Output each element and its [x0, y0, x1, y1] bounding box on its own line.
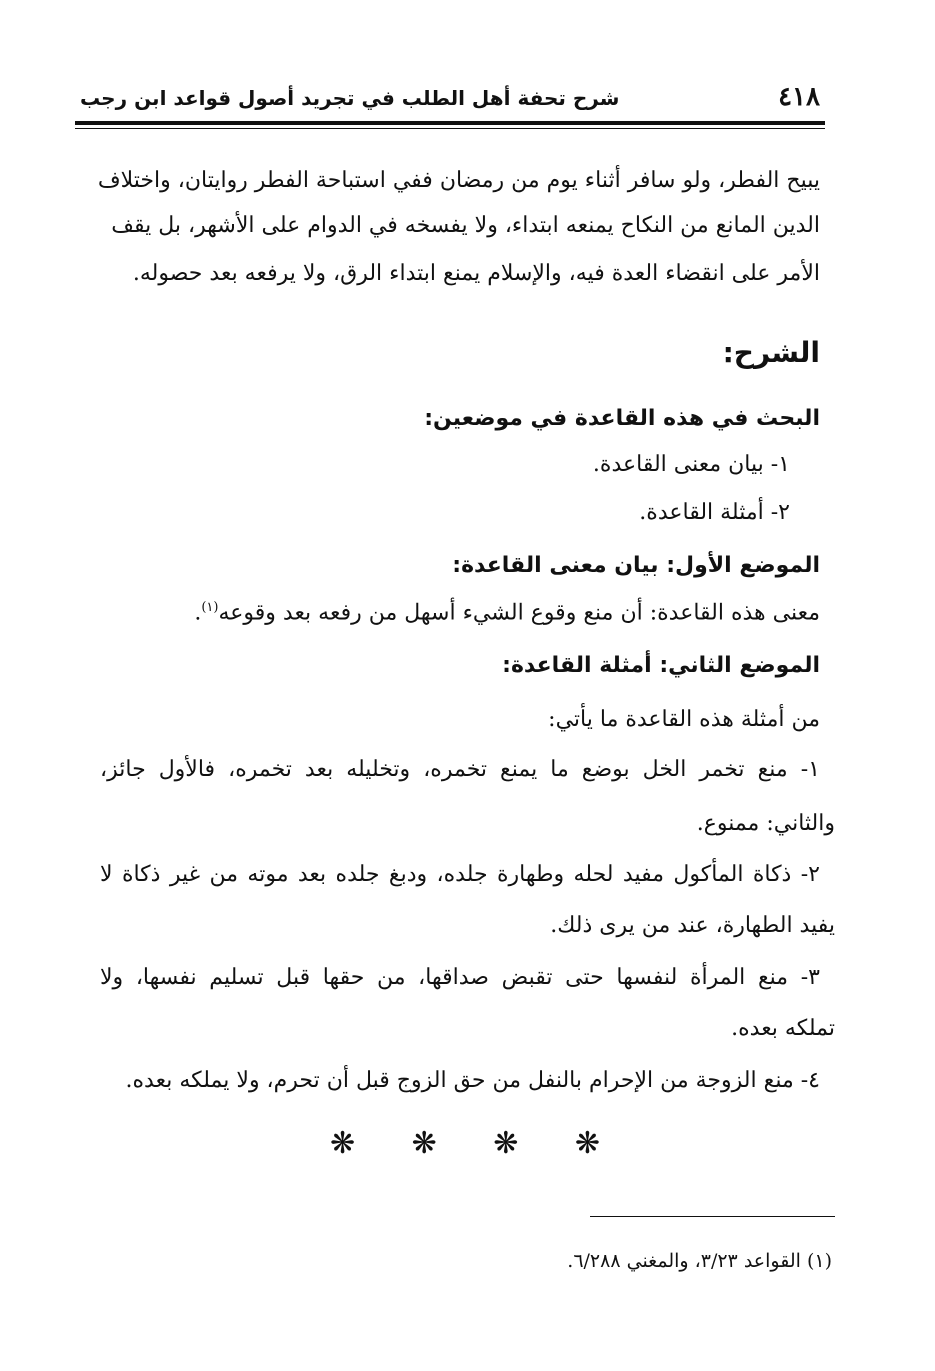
asterism-icon: ❋: [493, 1126, 519, 1161]
sharh-intro: البحث في هذه القاعدة في موضعين:: [424, 406, 820, 431]
topic-item: ١- بيان معنى القاعدة.: [592, 452, 790, 477]
section-separator: [330, 1126, 600, 1161]
matn-line: الأمر على انقضاء العدة فيه، والإسلام يمنع ابتداء الرق، ولا يرفعه بعد حصوله.: [132, 261, 820, 286]
asterism-icon: ❋: [574, 1126, 600, 1161]
page-number: ٤١٨: [778, 82, 820, 112]
matn-line: الدين المانع من النكاح يمنعه ابتداء، ولا يفسخه في الدوام على الأشهر، بل يقف: [111, 213, 820, 238]
footnote-marker: (١): [201, 600, 219, 615]
page-header: [80, 82, 820, 122]
example-line: ٤- منع الزوجة من الإحرام بالنفل من حق الزوج قبل أن تحرم، ولا يملكه بعده.: [125, 1068, 820, 1093]
topic-item: ٢- أمثلة القاعدة.: [639, 500, 790, 525]
example-line: تملكه بعده.: [731, 1016, 835, 1041]
footnote: (١) القواعد ٣/٢٣، والمغني ٦/٢٨٨.: [567, 1250, 832, 1272]
example-line: ٢- ذكاة المأكول مفيد لحله وطهارة جلده، ودبغ جلده بعد موته من غير ذكاة لا: [100, 862, 820, 887]
section1-text: معنى هذه القاعدة: أن منع وقوع الشيء أسهل من رفعه بعد وقوعه$^{(١)}$.: [194, 600, 820, 626]
example-line: يفيد الطهارة، عند من يرى ذلك.: [550, 913, 835, 938]
header-rule-thin: [75, 128, 825, 129]
matn-line: يبيح الفطر، ولو سافر أثناء يوم من رمضان ففي استباحة الفطر روايتان، واختلاف: [97, 168, 820, 193]
section1-sentence: معنى هذه القاعدة: أن منع وقوع الشيء أسهل من رفعه بعد وقوعه: [218, 600, 820, 626]
running-title: شرح تحفة أهل الطلب في تجريد أصول قواعد ابن رجب: [80, 86, 620, 110]
section1-heading: الموضع الأول: بيان معنى القاعدة:: [452, 553, 820, 578]
asterism-icon: ❋: [330, 1126, 356, 1161]
footnote-rule: [590, 1216, 835, 1217]
example-line: والثاني: ممنوع.: [696, 811, 835, 836]
example-line: ٣- منع المرأة لنفسها حتى تقبض صداقها، من حقها قبل تسليم نفسها، ولا: [100, 965, 820, 990]
asterism-icon: ❋: [411, 1126, 437, 1161]
section2-intro: من أمثلة هذه القاعدة ما يأتي:: [548, 707, 820, 732]
example-line: ١- منع تخمر الخل بوضع ما يمنع تخمره، وتخليله بعد تخمره، فالأول جائز،: [100, 757, 820, 782]
header-rule-thick: [75, 121, 825, 125]
section2-heading: الموضع الثاني: أمثلة القاعدة:: [502, 653, 820, 678]
sharh-heading: الشرح:: [722, 336, 820, 369]
